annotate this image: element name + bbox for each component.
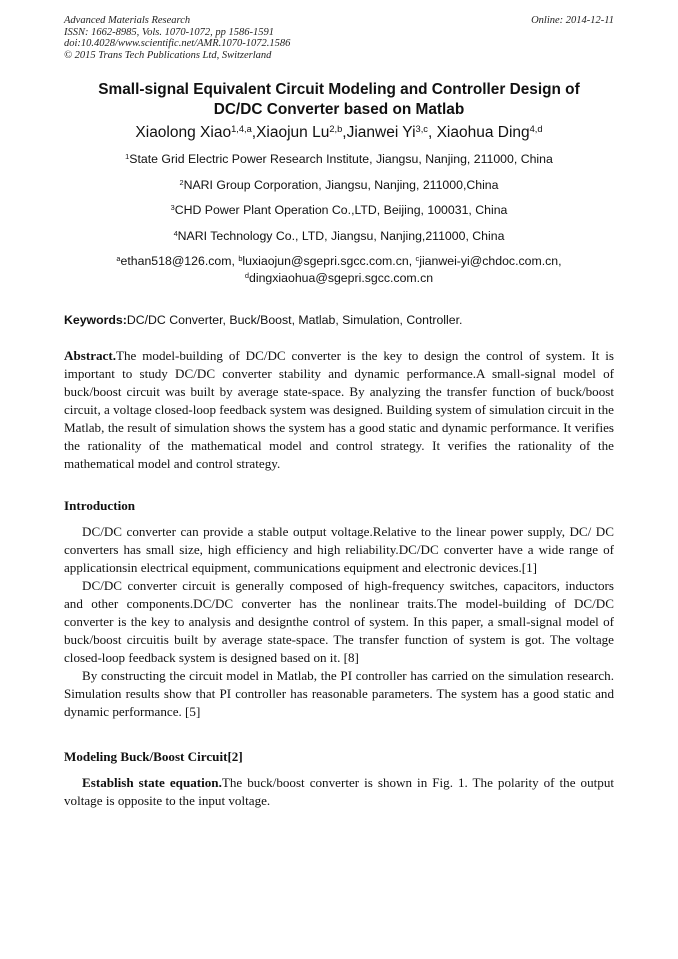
author-separator: ,: [427, 124, 437, 141]
affiliation-text: NARI Technology Co., LTD, Jiangsu, Nanjing,211000, China: [177, 229, 505, 243]
email-line-1: [40, 253, 638, 270]
email-c: jianwei-yi@chdoc.com.cn,: [419, 254, 562, 268]
intro-paragraph-1: DC/DC converter can provide a stable output voltage.Relative to the linear power supply, DC/ DC converters has small size, high efficiency and high reliability.DC/DC converter have a wide range of applicationsin electrical equipment, communications equipment and electronic devices.[1]: [64, 524, 614, 575]
abstract: [64, 347, 614, 473]
email-superscript: b: [238, 253, 243, 263]
journal-header: [64, 15, 614, 61]
author-superscript: 3,c: [415, 123, 428, 134]
modeling-body: [64, 774, 614, 810]
author-name: Xiaolong Xiao: [135, 124, 232, 141]
modeling-heading: Modeling Buck/Boost Circuit[2]: [64, 749, 243, 764]
abstract-text: The model-building of DC/DC converter is the key to design the control of system. It is important to study DC/DC converter stability and dynamic performance.A small-signal model of buck/boost circuit was built by average state-space. By analyzing the transfer function of buck/boost circuit, a voltage closed-loop feedback system was designed. Building system of simulation circuit in the Matlab, the result of simulation shows the system has a good static and dynamic performance. It verifies the rationality of the mathematical model and control strategy. It verifies the rationality of the mathematical model and control strategy.: [64, 348, 614, 471]
online-date: Online: 2014-12-11: [531, 15, 614, 26]
issn-line: ISSN: 1662-8985, Vols. 1070-1072, pp 1586-1591: [64, 26, 274, 38]
affiliation-text: State Grid Electric Power Research Institute, Jiangsu, Nanjing, 211000, China: [129, 152, 553, 166]
email-superscript: c: [415, 253, 420, 263]
journal-name: Advanced Materials Research: [64, 15, 191, 26]
email-superscript: a: [116, 253, 121, 263]
modeling-text: The buck/boost converter is shown in Fig. 1. The polarity of the output voltage is opposite to the input voltage.: [64, 775, 615, 808]
author-superscript: 1,4,a: [231, 123, 252, 134]
affiliation-superscript: 3: [170, 202, 175, 212]
author-name: Jianwei Yi: [346, 124, 416, 141]
keywords-label: Keywords:: [64, 313, 127, 327]
introduction-heading: Introduction: [64, 498, 136, 513]
author-separator: ,: [251, 124, 257, 141]
abstract-label: Abstract.: [64, 348, 116, 363]
email-list: [40, 253, 638, 287]
introduction-body: [64, 523, 614, 721]
modeling-lead: Establish state equation.: [82, 775, 222, 790]
affiliation-text: CHD Power Plant Operation Co.,LTD, Beijing, 100031, China: [174, 203, 508, 217]
affiliation-2: [40, 177, 638, 193]
email-b: luxiaojun@sgepri.sgcc.com.cn,: [242, 254, 416, 268]
email-a: ethan518@126.com,: [120, 254, 239, 268]
affiliation-4: [40, 228, 638, 244]
title-line-2: DC/DC Converter based on Matlab: [213, 101, 465, 118]
author-name: Xiaojun Lu: [256, 124, 330, 141]
author-list: [40, 123, 638, 143]
author-name: Xiaohua Ding: [436, 124, 530, 141]
author-superscript: 4,d: [529, 123, 543, 134]
email-d: dingxiaohua@sgepri.sgcc.com.cn: [249, 271, 434, 285]
author-superscript: 2,b: [329, 123, 343, 134]
keywords: [64, 312, 614, 328]
affiliation-superscript: 1: [125, 151, 130, 161]
affiliation-1: [40, 151, 638, 167]
affiliation-text: NARI Group Corporation, Jiangsu, Nanjing, 211000,China: [183, 178, 499, 192]
email-superscript: d: [244, 270, 250, 280]
email-line-2: [40, 270, 638, 287]
doi-line: doi:10.4028/www.scientific.net/AMR.1070-1072.1586: [64, 38, 291, 49]
affiliation-superscript: 4: [173, 228, 178, 238]
paper-title: [64, 80, 614, 120]
keywords-text: DC/DC Converter, Buck/Boost, Matlab, Simulation, Controller.: [126, 313, 463, 327]
title-line-1: Small-signal Equivalent Circuit Modeling and Controller Design of: [98, 81, 580, 98]
affiliation-3: [40, 202, 638, 218]
affiliation-superscript: 2: [179, 177, 184, 187]
intro-paragraph-3: By constructing the circuit model in Matlab, the PI controller has carried on the simulation research. Simulation results show that PI controller has reasonable parameters. The system has a good static and dynamic performance. [5]: [64, 668, 614, 719]
author-separator: ,: [342, 124, 347, 141]
copyright-line: © 2015 Trans Tech Publications Ltd, Switzerland: [64, 49, 272, 61]
intro-paragraph-2: DC/DC converter circuit is generally composed of high-frequency switches, capacitors, inductors and other components.DC/DC converter has the nonlinear traits.The model-building of DC/DC converter is the key to analysis and designthe control of system. In this paper, a small-signal model of buck/boost circuitis built by average state-space. The transfer function of system is got. The voltage closed-loop feedback system is designed based on it. [8]: [64, 578, 614, 665]
